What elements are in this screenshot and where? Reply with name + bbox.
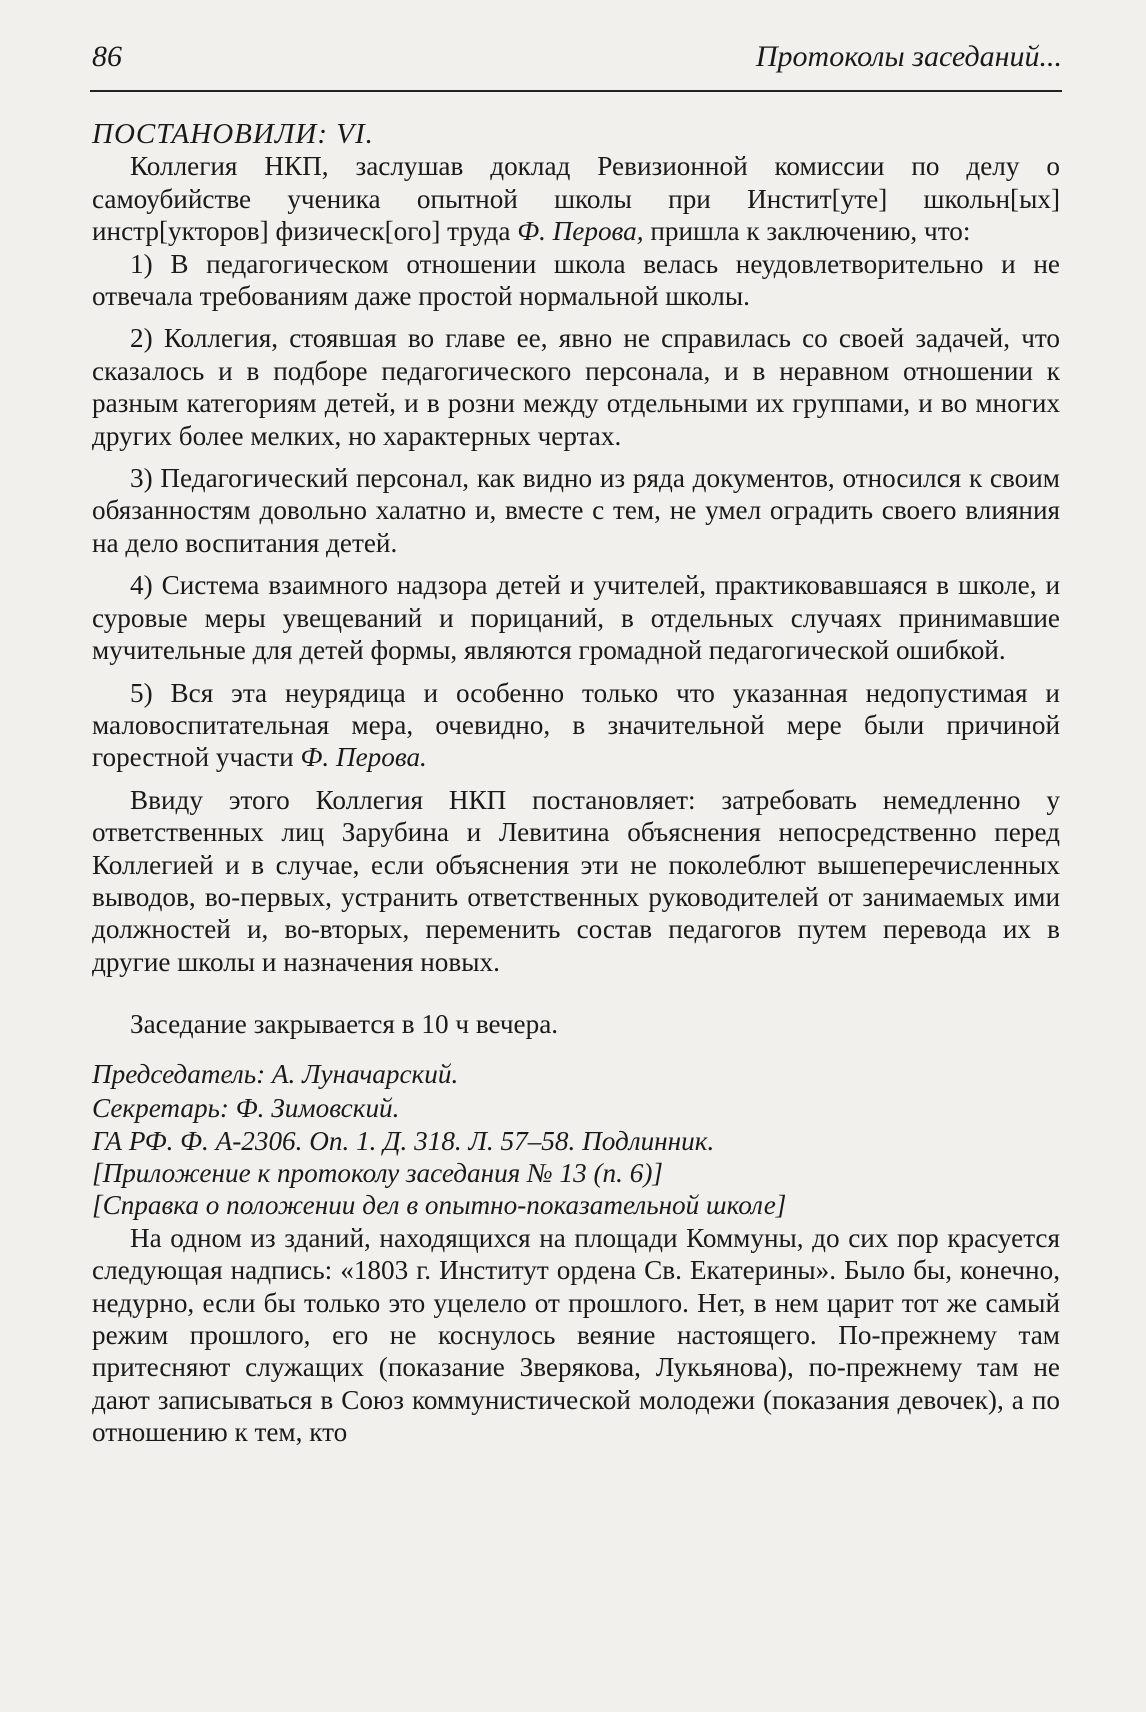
appendix-title: [Приложение к протоколу заседания № 13 (п. 6)] xyxy=(92,1157,663,1188)
intro-person-name: Ф. Перова, xyxy=(517,216,644,247)
decided-heading: ПОСТАНОВИЛИ: VI. xyxy=(92,118,374,150)
intro-paragraph xyxy=(92,150,1060,247)
signature-secretary: Секретарь: Ф. Зимовский. xyxy=(92,1092,400,1123)
running-header xyxy=(90,30,1062,92)
closing-line: Заседание закрывается в 10 ч вечера. xyxy=(130,1009,559,1040)
point-3: 3) Педагогический персонал, как видно из ряда документов, относился к своим обязанностям довольно халатно и, вместе с тем, не умел оградить своего влияния на дело воспитания детей. xyxy=(92,463,1060,558)
point-1: 1) В педагогическом отношении школа велась неудовлетворительно и не отвечала требованиям даже простой нормальной школы. xyxy=(92,248,1060,312)
point-5-text: 5) Вся эта неурядица и особенно только что указанная недопустимая и маловоспитательная мера, очевидно, в значительной мере были причиной горестной участи xyxy=(92,677,1060,773)
point-5 xyxy=(92,677,1060,774)
archive-reference: ГА РФ. Ф. А-2306. Оп. 1. Д. 318. Л. 57–58. Подлинник. xyxy=(92,1125,715,1156)
report-paragraph: На одном из зданий, находящихся на площади Коммуны, до сих пор красуется следующая надпись: «1803 г. Институт ордена Св. Екатерины». Было бы, конечно, недурно, если бы только это уцелело от прошлого. Нет, в нем царит тот же самый режим прошлого, его не коснулось веяние настоящего. По-прежнему там притесняют служащих (показание Зверякова, Лукьянова), по-прежнему там не дают записываться в Союз коммунистической молодежи (показания девочек), а по отношению к тем, кто xyxy=(92,1222,1060,1448)
point-4: 4) Система взаимного надзора детей и учителей, практиковавшаяся в школе, и суровые меры увещеваний и порицаний, в отдельных случаях принимавшие мучительные для детей формы, являются громадной педагогической ошибкой. xyxy=(92,570,1060,666)
point-2: 2) Коллегия, стоявшая во главе ее, явно не справилась со своей задачей, что сказалось и в подборе педагогического персонала, и в неравном отношении к разным категориям детей, и в розни между отдельными их группами, и во многих других более мелких, но характерных чертах. xyxy=(92,323,1060,451)
report-title: [Справка о положении дел в опытно-показательной школе] xyxy=(92,1190,787,1221)
running-title: Протоколы заседаний... xyxy=(755,40,1062,73)
intro-text: Коллегия НКП, заслушав доклад Ревизионной комиссии по делу о самоубийстве ученика опытной школы при Инстит[уте] школьн[ых] инстр[укторов] физическ[ого] труда xyxy=(92,151,1060,247)
page-body xyxy=(92,118,1060,1449)
page-number: 86 xyxy=(92,40,122,73)
signature-chairman: Председатель: А. Луначарский. xyxy=(92,1058,459,1089)
point-5-person-name: Ф. Перова. xyxy=(300,742,427,773)
resolution-paragraph: Ввиду этого Коллегия НКП постановляет: затребовать немедленно у ответственных лиц Зарубина и Левитина объяснения непосредственно перед Коллегией и в случае, если объяснения эти не поколеблют вышеперечисленных выводов, во-первых, устранить ответственных руководителей от занимаемых ими должностей и, во-вторых, переменить состав педагогов путем перевода их в другие школы и назначения новых. xyxy=(92,784,1060,977)
intro-text-end: пришла к заключению, что: xyxy=(643,216,971,247)
